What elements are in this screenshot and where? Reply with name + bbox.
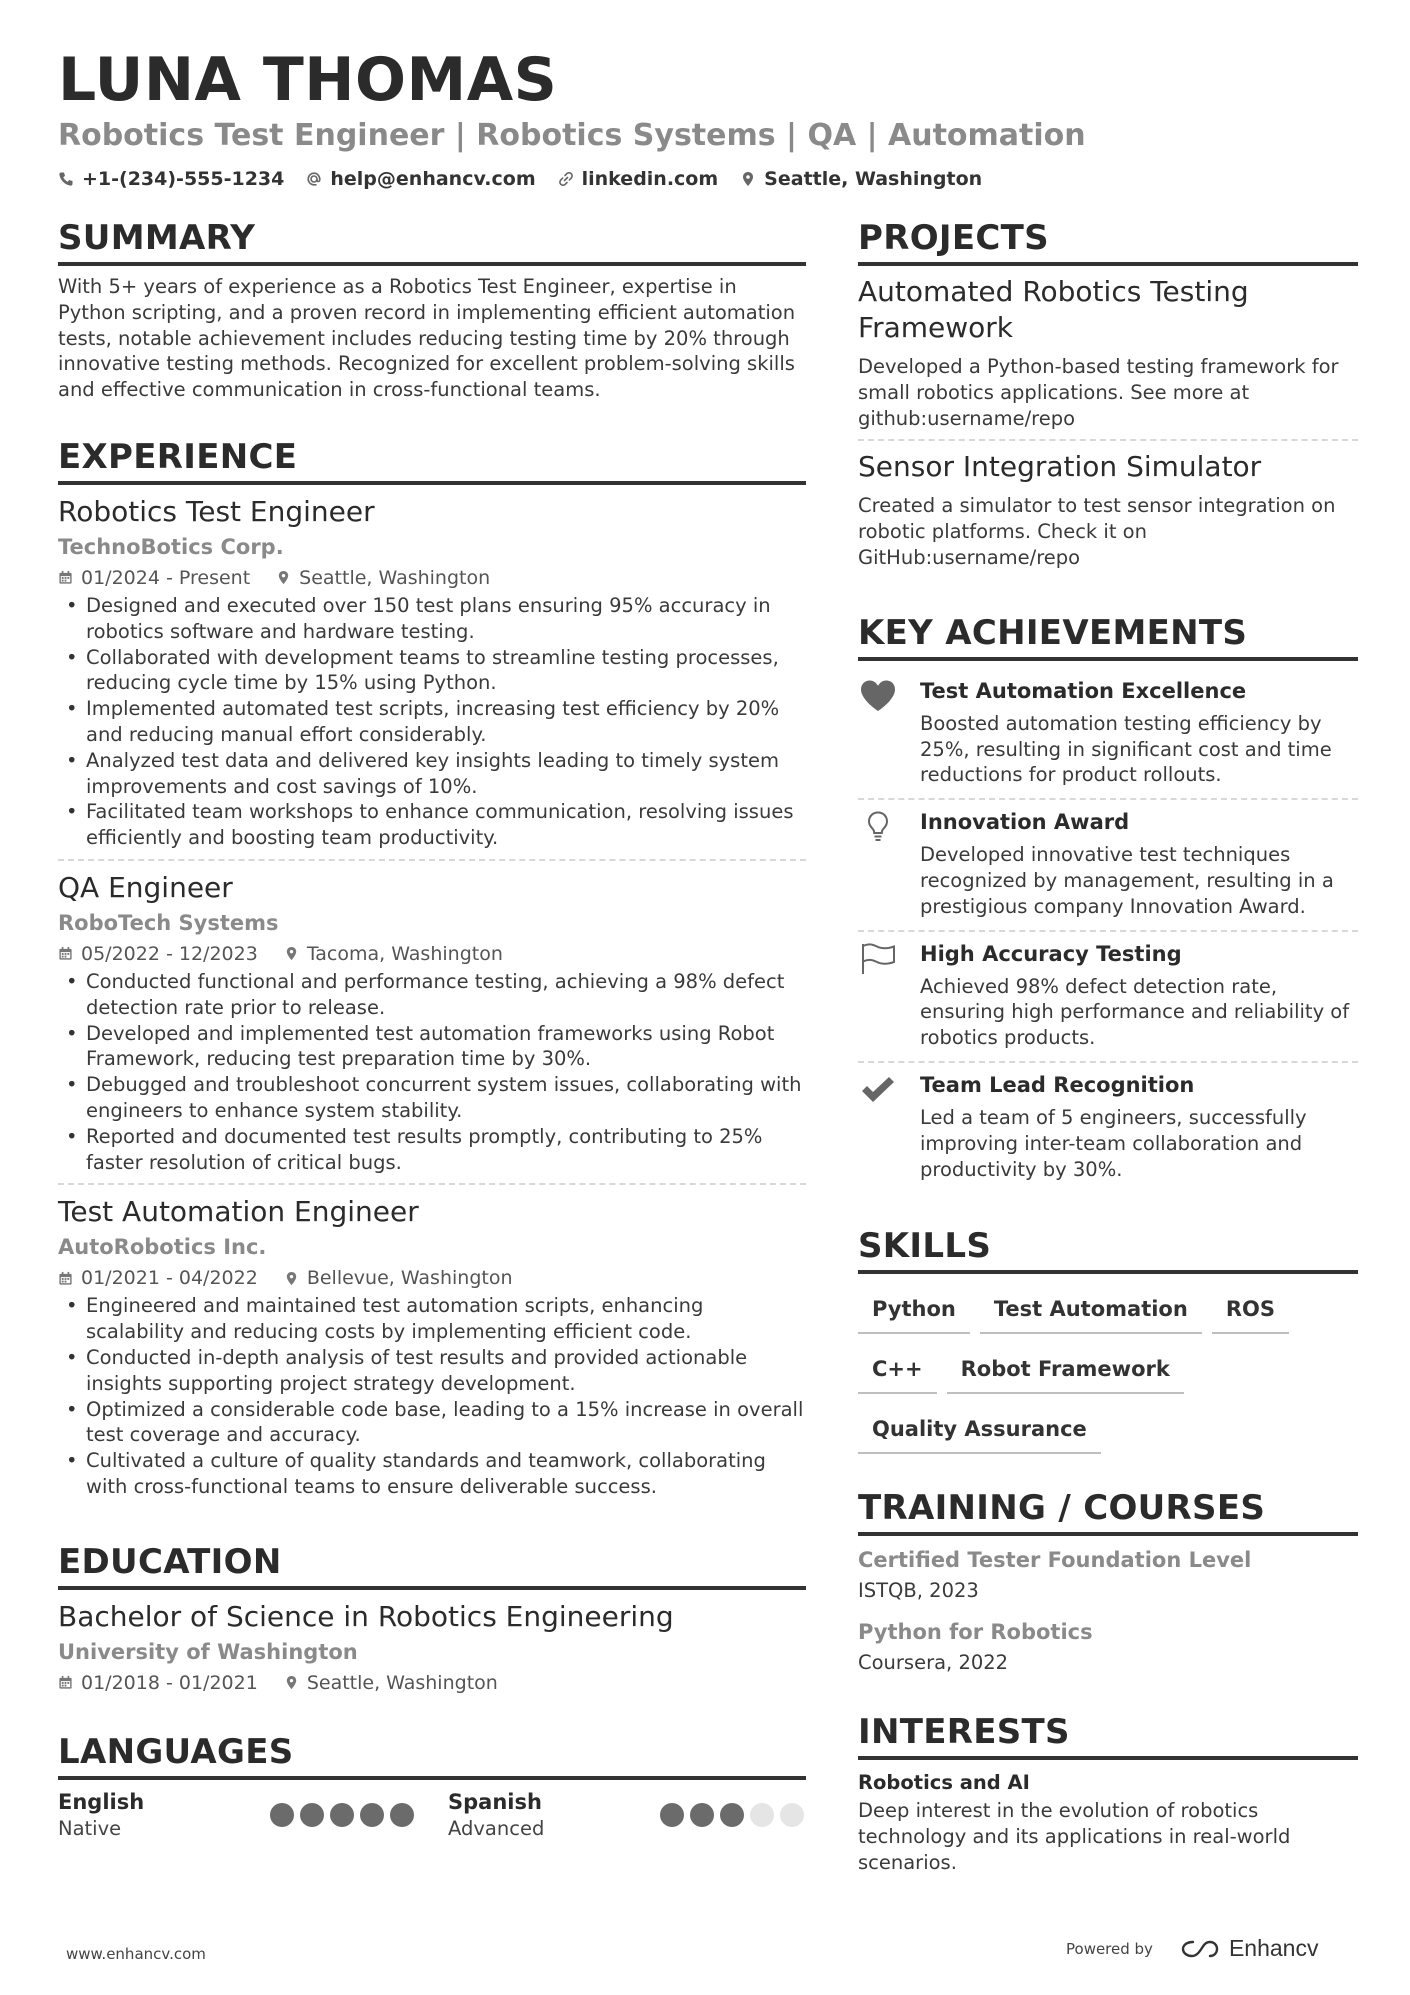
checkmark-icon [859, 1073, 897, 1107]
education-location [284, 1668, 498, 1698]
skill-tag: Quality Assurance [858, 1408, 1101, 1454]
rating-dot-filled [390, 1803, 414, 1827]
bullet-item: • Conducted in-depth analysis of test results and provided actionable insights supporting project strategy development. [58, 1345, 806, 1397]
heart-icon [859, 679, 897, 713]
job-location-text: Seattle, Washington [299, 566, 491, 589]
project-description: Developed a Python-based testing framework for small robotics applications. See more at github:username/repo [858, 355, 1339, 430]
course-provider: ISTQB, 2023 [858, 1579, 979, 1603]
job-location [284, 1263, 513, 1293]
achievement-text: Boosted automation testing efficiency by 25%, resulting in significant cost and time reductions for product rollouts. [920, 711, 1332, 787]
contact-email[interactable] [306, 168, 535, 190]
language-level: Advanced [448, 1816, 545, 1840]
languages-heading: LANGUAGES [58, 1730, 806, 1780]
job-title: Robotics Test Engineer [58, 494, 375, 528]
brand-name: Enhancv [1228, 1935, 1319, 1961]
job-bullets [58, 593, 806, 851]
projects-section [858, 216, 1358, 579]
project-title: Sensor Integration Simulator [858, 450, 1262, 484]
achievement-item [858, 669, 1358, 800]
experience-section [58, 435, 806, 1508]
lightbulb-icon [859, 810, 897, 844]
experience-heading: EXPERIENCE [58, 435, 806, 485]
enhancv-logo-icon [1179, 1938, 1221, 1960]
project-item [858, 274, 1358, 441]
contact-bar [58, 168, 982, 190]
phone-number: +1-(234)-555-1234 [82, 168, 285, 190]
job-bullets [58, 1293, 806, 1499]
rating-dot-filled [690, 1803, 714, 1827]
company-name: AutoRobotics Inc. [58, 1235, 267, 1260]
rating-dot-empty [750, 1803, 774, 1827]
bullet-item: • Debugged and troubleshoot concurrent system issues, collaborating with engineers to enhance system stability. [58, 1072, 806, 1124]
language-name: Spanish [448, 1789, 542, 1814]
bullet-item: • Collaborated with development teams to streamline testing processes, reducing cycle time by 15% using Python. [58, 645, 806, 697]
job-dates [58, 939, 258, 969]
achievement-text: Developed innovative test techniques recognized by management, resulting in a prestigious company Innovation Award. [920, 843, 1334, 918]
bullet-item: • Designed and executed over 150 test plans ensuring 95% accuracy in robotics software and hardware testing. [58, 593, 806, 645]
course-title: Certified Tester Foundation Level [858, 1548, 1252, 1573]
course-title: Python for Robotics [858, 1620, 1093, 1645]
bullet-item: • Developed and implemented test automation frameworks using Robot Framework, reducing test preparation time by 30%. [58, 1021, 806, 1073]
education-meta [58, 1668, 806, 1698]
language-level: Native [58, 1816, 122, 1840]
project-item [858, 449, 1358, 578]
phone-icon [58, 171, 74, 187]
location-text: Seattle, Washington [764, 168, 983, 190]
bullet-item: • Analyzed test data and delivered key insights leading to timely system improvements and cost savings of 10%. [58, 748, 806, 800]
achievement-title: High Accuracy Testing [920, 941, 1182, 966]
contact-location [740, 168, 982, 190]
education-dates [58, 1668, 258, 1698]
project-description: Created a simulator to test sensor integration on robotic platforms. Check it on GitHub:username/repo [858, 494, 1336, 569]
calendar-icon [58, 1675, 73, 1690]
footer-website[interactable]: www.enhancv.com [66, 1945, 206, 1963]
skills-heading: SKILLS [858, 1224, 1358, 1274]
bullet-item: • Reported and documented test results promptly, contributing to 25% faster resolution of critical bugs. [58, 1124, 806, 1176]
job-meta [58, 1263, 806, 1293]
job-entry [58, 869, 806, 1185]
language-item [448, 1788, 804, 1842]
rating-dot-filled [300, 1803, 324, 1827]
enhancv-logo[interactable] [1179, 1935, 1319, 1962]
rating-dot-filled [360, 1803, 384, 1827]
skill-tag: C++ [858, 1348, 937, 1394]
project-title: Automated Robotics Testing Framework [858, 275, 1249, 344]
education-dates-text: 01/2018 - 01/2021 [81, 1671, 258, 1694]
calendar-icon [58, 1271, 73, 1286]
achievement-item [858, 800, 1358, 931]
linkedin-url: linkedin.com [581, 168, 719, 190]
rating-dot-filled [720, 1803, 744, 1827]
job-location [276, 563, 490, 593]
skill-tag: Python [858, 1288, 970, 1334]
summary-heading: SUMMARY [58, 216, 806, 266]
language-rating [270, 1803, 414, 1827]
language-rating [660, 1803, 804, 1827]
education-heading: EDUCATION [58, 1540, 806, 1590]
interest-title: Robotics and AI [858, 1771, 1030, 1795]
job-meta [58, 563, 806, 593]
location-pin-icon [276, 570, 291, 585]
location-pin-icon [740, 171, 756, 187]
at-icon [306, 171, 322, 187]
candidate-headline: Robotics Test Engineer | Robotics Systems | QA | Automation [58, 118, 1086, 153]
job-dates-text: 05/2022 - 12/2023 [81, 942, 258, 965]
calendar-icon [58, 946, 73, 961]
rating-dot-filled [330, 1803, 354, 1827]
job-location [284, 939, 503, 969]
location-pin-icon [284, 946, 299, 961]
bullet-item: • Conducted functional and performance testing, achieving a 98% defect detection rate prior to release. [58, 969, 806, 1021]
contact-phone[interactable] [58, 168, 284, 190]
course-provider: Coursera, 2022 [858, 1651, 1009, 1675]
rating-dot-filled [270, 1803, 294, 1827]
languages-list [58, 1788, 806, 1842]
skills-section [858, 1224, 1358, 1454]
job-location-text: Tacoma, Washington [306, 942, 503, 965]
summary-section [58, 216, 806, 403]
job-entry [58, 1193, 806, 1507]
job-dates-text: 01/2021 - 04/2022 [81, 1267, 258, 1290]
achievements-heading: KEY ACHIEVEMENTS [858, 611, 1358, 661]
skill-tag: ROS [1212, 1288, 1289, 1334]
job-dates-text: 01/2024 - Present [81, 566, 251, 589]
language-name: English [58, 1789, 145, 1814]
location-pin-icon [284, 1675, 299, 1690]
job-dates [58, 1263, 258, 1293]
job-title: Test Automation Engineer [58, 1195, 419, 1229]
skill-tag: Robot Framework [947, 1348, 1184, 1394]
achievement-text: Achieved 98% defect detection rate, ensuring high performance and reliability of robotics products. [920, 974, 1350, 1050]
candidate-name: LUNA THOMAS [58, 45, 558, 115]
job-dates [58, 563, 250, 593]
company-name: RoboTech Systems [58, 910, 279, 935]
achievements-section [858, 611, 1358, 1193]
left-column [58, 216, 806, 1874]
footer-branding [1066, 1935, 1318, 1962]
languages-section [58, 1730, 806, 1842]
job-entry [58, 493, 806, 861]
right-column [858, 216, 1358, 1908]
training-heading: TRAINING / COURSES [858, 1486, 1358, 1536]
bullet-item: • Cultivated a culture of quality standards and teamwork, collaborating with cross-functional teams to ensure deliverable success. [58, 1448, 806, 1500]
bullet-item: • Facilitated team workshops to enhance communication, resolving issues efficiently and boosting team productivity. [58, 799, 806, 851]
powered-by-label: Powered by [1066, 1939, 1153, 1958]
job-title: QA Engineer [58, 870, 233, 904]
company-name: TechnoBotics Corp. [58, 534, 284, 559]
skill-tag: Test Automation [980, 1288, 1202, 1334]
achievement-title: Innovation Award [920, 810, 1130, 835]
achievement-title: Test Automation Excellence [920, 678, 1247, 703]
bullet-item: • Implemented automated test scripts, increasing test efficiency by 20% and reducing manual effort considerably. [58, 696, 806, 748]
education-location-text: Seattle, Washington [306, 1671, 498, 1694]
summary-text: With 5+ years of experience as a Robotics Test Engineer, expertise in Python scripting, and a proven record in implementing efficient automation tests, notable achievement includes reducing testing time by 20% through innovative testing methods. Recognized for excellent problem-solving skills and effective communication in cross-functional teams. [58, 275, 796, 402]
achievement-item [858, 932, 1358, 1063]
projects-heading: PROJECTS [858, 216, 1358, 266]
location-pin-icon [284, 1271, 299, 1286]
interests-section [858, 1710, 1358, 1875]
contact-linkedin[interactable] [558, 168, 719, 190]
education-section [58, 1540, 806, 1698]
bullet-item: • Engineered and maintained test automation scripts, enhancing scalability and reducing costs by implementing efficient code. [58, 1293, 806, 1345]
bullet-item: • Optimized a considerable code base, leading to a 15% increase in overall test coverage and accuracy. [58, 1397, 806, 1449]
interest-text: Deep interest in the evolution of robotics technology and its applications in real-world scenarios. [858, 1799, 1291, 1874]
job-location-text: Bellevue, Washington [306, 1267, 513, 1290]
rating-dot-empty [780, 1803, 804, 1827]
email-address: help@enhancv.com [330, 168, 536, 190]
language-item [58, 1788, 414, 1842]
interests-heading: INTERESTS [858, 1710, 1358, 1760]
rating-dot-filled [660, 1803, 684, 1827]
achievement-title: Team Lead Recognition [920, 1072, 1195, 1097]
flag-icon [859, 942, 897, 976]
achievement-item [858, 1063, 1358, 1192]
job-meta [58, 939, 806, 969]
school-name: University of Washington [58, 1639, 358, 1664]
achievement-text: Led a team of 5 engineers, successfully improving inter-team collaboration and productivity by 30%. [920, 1105, 1307, 1181]
calendar-icon [58, 570, 73, 585]
training-section [858, 1486, 1358, 1678]
degree-title: Bachelor of Science in Robotics Engineering [58, 1599, 674, 1633]
job-bullets [58, 969, 806, 1175]
skills-list [858, 1282, 1358, 1454]
link-icon [558, 171, 574, 187]
